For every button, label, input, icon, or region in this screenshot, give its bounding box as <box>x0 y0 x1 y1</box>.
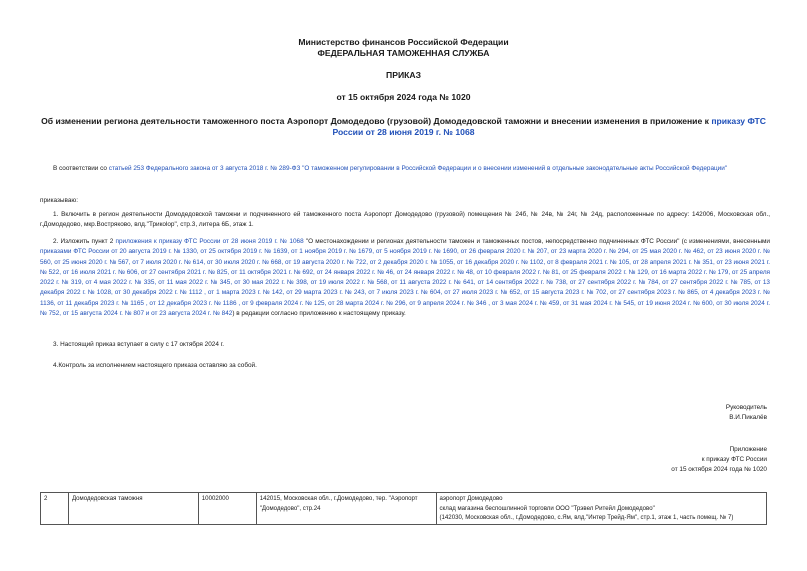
item-1: 1. Включить в регион деятельности Домодедовской таможни и подчиненного ей таможенного поста Аэропорт Домодедово (грузовой) помещения № 24б, № 24в, № 24г, № 24д, расположенные по адресу: 142006, Московская обл., г.Домодедово, мкр.Востряково, влд."Трикolор", стр.3, литера 6Б, этаж 1. <box>40 211 770 229</box>
signature-role: Руководитель <box>725 404 767 411</box>
ministry-heading: Министерство финансов Российской Федерации <box>298 37 509 47</box>
item-2 <box>40 237 770 319</box>
signature-name: В.И.Пикалёв <box>729 414 767 421</box>
item-2-appendix-link[interactable]: приложения к приказу ФТС России от 28 июня 2019 г. № 1068 <box>115 238 304 245</box>
title-link[interactable]: приказу ФТС России от 28 июня 2019 г. № 1068 <box>332 116 766 137</box>
table-row <box>41 493 767 525</box>
title-text: Об изменении региона деятельности таможенного поста Аэропорт Домодедово (грузовой) Домодедовской таможни и внесении изменения в приложение к <box>41 116 712 126</box>
appendix-line-3: от 15 октября 2024 года № 1020 <box>671 466 767 473</box>
item-2-amendments-link[interactable]: приказами ФТС России от 20 августа 2019 г. № 1330, от 25 октября 2019 г. № 1639, от 1 ноября 2019 г. № 1679, от 5 ноября 2019 г. № 1690, от 26 февраля 2020 г. № 207, от 23 марта 2020 г. № 294, от 25 мая 2020 г. № 462, от 23 июня 2020 г. № 560, от 25 июня 2020 г. № 567, от 7 июля 2020 г. № 614, от 30 июля 2020 г. № 668, от 19 августа 2020 г. № 722, от 2 декабря 2020 г. № 1055, от 16 декабря 2020 г. № 1102, от 8 февраля 2021 г. № 105, от 28 апреля 2021 г. № 351, от 23 июня 2021 г. № 522, от 16 июля 2021 г. № 606, от 27 сентября 2021 г. № 825, от 11 октября 2021 г. № 692, от 24 января 2022 г. № 46, от 24 января 2022 г. № 48, от 10 февраля 2022 г. № 81, от 25 февраля 2022 г. № 129, от 16 марта 2022 г. № 179, от 25 апреля 2022 г. № 319, от 4 мая 2022 г. № 335, от 11 мая 2022 г. № 345, от 30 мая 2022 г. № 398, от 19 июля 2022 г. № 568, от 11 августа 2022 г. № 641, от 14 сентября 2022 г. № 738, от 27 сентября 2022 г. № 784, от 27 сентября 2022 г. № 785, от 13 декабря 2022 г. № 1028, от 30 декабря 2022 г. № 1112 , от 1 марта 2023 г. № 142, от 29 марта 2023 г. № 243, от 7 июля 2023 г. № 604, от 27 июля 2023 г. № 652, от 15 августа 2023 г. № 702, от 27 сентября 2023 г. № 865, от 4 декабря 2023 г. № 1136, от 11 декабря 2023 г. № 1165 , от 12 декабря 2023 г. № 1186 , от 9 февраля 2024 г. № 125, от 28 марта 2024 г. № 296, от 9 апреля 2024 г. № 346 , от 3 мая 2024 г. № 459, от 31 мая 2024 г. № 545, от 19 июня 2024 г. № 600, от 30 июля 2024 г. № 752, от 15 августа 2024 г. № 807 и от 23 августа 2024 г. № 842 <box>40 248 771 318</box>
preamble <box>40 164 770 174</box>
preamble-text: В соответствии со <box>53 165 109 172</box>
appendix-line-2: к приказу ФТС России <box>701 456 767 463</box>
cell-address: 142015, Московская обл., г.Домодедово, тер. "Аэропорт "Домодедово", стр.24 <box>256 493 436 525</box>
appendix-line-1: Приложение <box>729 446 767 453</box>
document-title <box>40 116 767 138</box>
order-word: приказываю: <box>40 197 78 204</box>
item-4: 4.Контроль за исполнением настоящего приказа оставляю за собой. <box>53 362 257 369</box>
cell-region: аэропорт Домодедово склад магазина беспошлинной торговли ООО "Трэвел Ритейл Домодедово" (142030, Московская обл., г.Домодедово, с.Ям, влд."Интер Трейд-Ям", стр.1, этаж 1, часть помещ. № 7) <box>436 493 767 525</box>
preamble-law-link[interactable]: статьей 253 Федерального закона от 3 августа 2018 г. № 289-ФЗ "О таможенном регулировании в Российской Федерации и о внесении изменений в отдельные законодательные акты Российской Федерации" <box>108 165 728 172</box>
cell-customs: Домодедовская таможня <box>68 493 198 525</box>
cell-number: 2 <box>41 493 69 525</box>
doc-date-number: от 15 октября 2024 года № 1020 <box>336 92 471 102</box>
doc-type: ПРИКАЗ <box>386 70 421 80</box>
item-3: 3. Настоящий приказ вступает в силу с 17 октября 2024 г. <box>53 341 224 348</box>
appendix-table <box>40 492 767 525</box>
service-heading: ФЕДЕРАЛЬНАЯ ТАМОЖЕННАЯ СЛУЖБА <box>317 48 490 58</box>
item-2-text-end: ) в редакции согласно приложению к настоящему приказу. <box>232 310 406 318</box>
item-2-text-mid: "О местонахождении и регионах деятельности таможен и таможенных постов, непосредственно подчиненных ФТС России" (с изменениями, внесенными <box>303 238 771 245</box>
item-2-text-start: 2. Изложить пункт 2 <box>53 238 116 245</box>
signature-block <box>726 403 767 423</box>
appendix-header <box>671 445 767 475</box>
cell-code: 10002000 <box>198 493 256 525</box>
